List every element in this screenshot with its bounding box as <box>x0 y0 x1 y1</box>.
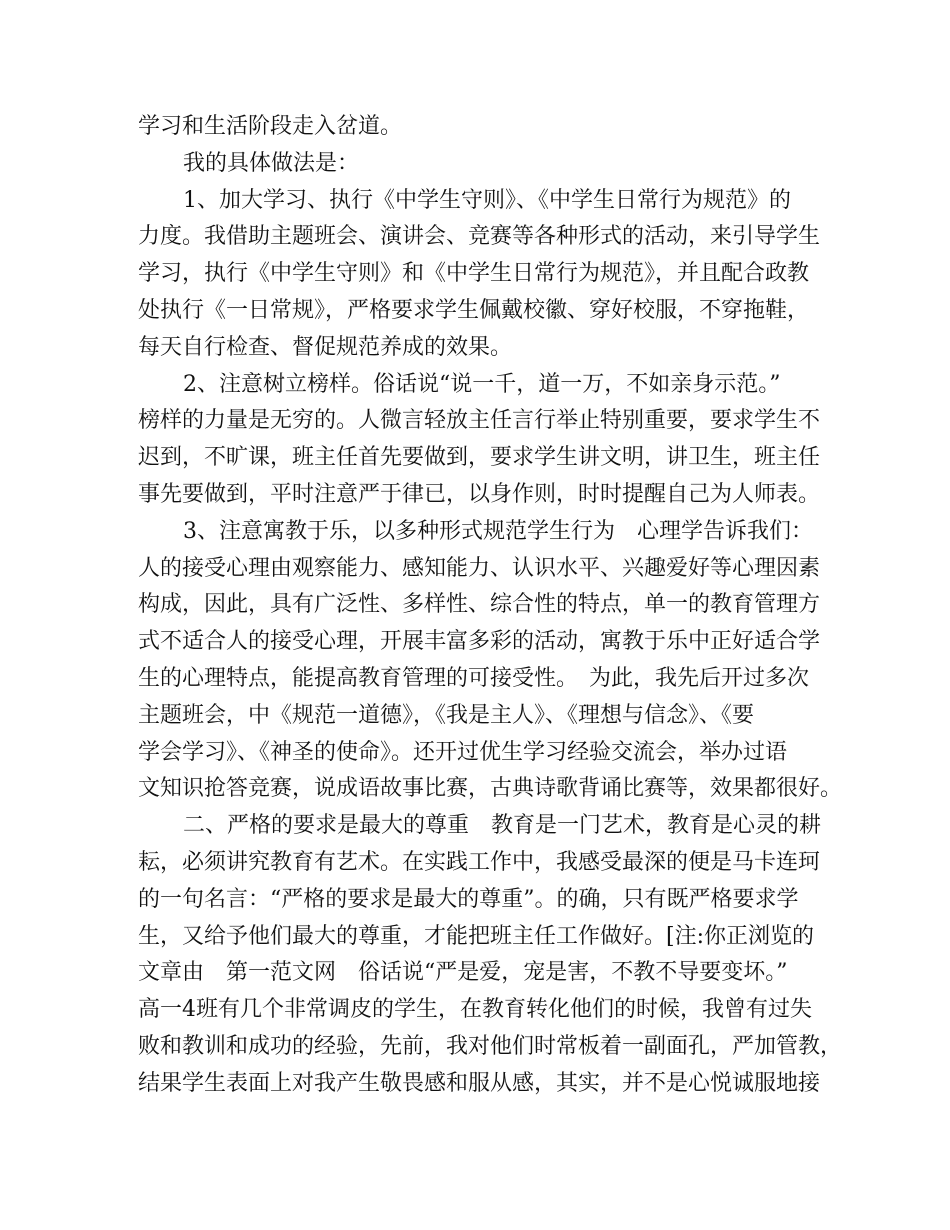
text-line: 结果学生表面上对我产生敬畏感和服从感，其实，并不是心悦诚服地接 <box>138 1070 821 1096</box>
text-line: 学习，执行《中学生守则》和《中学生日常行为规范》，并且配合政教 <box>138 261 810 287</box>
text-line: 文章由 第一范文网 俗话说“严是爱，宠是害，不教不导要变坏。” <box>138 960 788 986</box>
text-line: 事先要做到，平时注意严于律已，以身作则，时时提醒自己为人师表。 <box>138 481 821 507</box>
text-line: 处执行《一日常规》，严格要求学生佩戴校徽、穿好校服，不穿拖鞋， <box>138 297 810 323</box>
text-line: 败和教训和成功的经验，先前，我对他们时常板着一副面孔，严加管教， <box>138 1033 843 1059</box>
text-line: 文知识抢答竞赛，说成语故事比赛，古典诗歌背诵比赛等，效果都很好。 <box>138 776 843 802</box>
text-line: 2、注意树立榜样。俗话说“说一千，道一万，不如亲身示范。” <box>183 371 781 397</box>
text-line: 我的具体做法是： <box>183 150 360 176</box>
text-line: 主题班会，中《规范一道德》，《我是主人》、《理想与信念》、《要 <box>138 702 755 728</box>
text-line: 每天自行检查、督促规范养成的效果。 <box>138 334 513 360</box>
text-line: 的一句名言：“严格的要求是最大的尊重”。的确，只有既严格要求学 <box>138 886 799 912</box>
text-line: 榜样的力量是无穷的。人微言轻放主任言行举止特别重要，要求学生不 <box>138 408 821 434</box>
text-line: 3、注意寓教于乐，以多种形式规范学生行为 心理学告诉我们： <box>183 518 813 544</box>
text-line: 耘，必须讲究教育有艺术。在实践工作中，我感受最深的便是马卡连珂 <box>138 849 821 875</box>
document-body <box>138 109 843 1103</box>
text-line: 构成，因此，具有广泛性、多样性、综合性的特点，单一的教育管理方 <box>138 592 821 618</box>
text-line: 学会学习》、《神圣的使命》。还开过优生学习经验交流会，举办过语 <box>138 739 788 765</box>
text-line: 1、加大学习、执行《中学生守则》、《中学生日常行为规范》的 <box>183 187 791 213</box>
text-line: 学习和生活阶段走入岔道。 <box>138 114 403 139</box>
text-line: 二、严格的要求是最大的尊重 教育是一门艺术，教育是心灵的耕 <box>183 813 822 839</box>
text-line: 人的接受心理由观察能力、感知能力、认识水平、兴趣爱好等心理因素 <box>138 555 821 581</box>
text-line: 生的心理特点，能提高教育管理的可接受性。 为此，我先后开过多次 <box>138 665 810 691</box>
text-line: 生，又给予他们最大的尊重，才能把班主任工作做好。[注:你正浏览的 <box>138 923 814 949</box>
text-line: 迟到，不旷课，班主任首先要做到，要求学生讲文明，讲卫生，班主任 <box>138 445 821 471</box>
text-line: 高一4班有几个非常调皮的学生，在教育转化他们的时候，我曾有过失 <box>138 997 812 1023</box>
text-line: 力度。我借助主题班会、演讲会、竞赛等各种形式的活动，来引导学生 <box>138 224 821 250</box>
text-line: 式不适合人的接受心理，开展丰富多彩的活动，寓教于乐中正好适合学 <box>138 629 821 655</box>
